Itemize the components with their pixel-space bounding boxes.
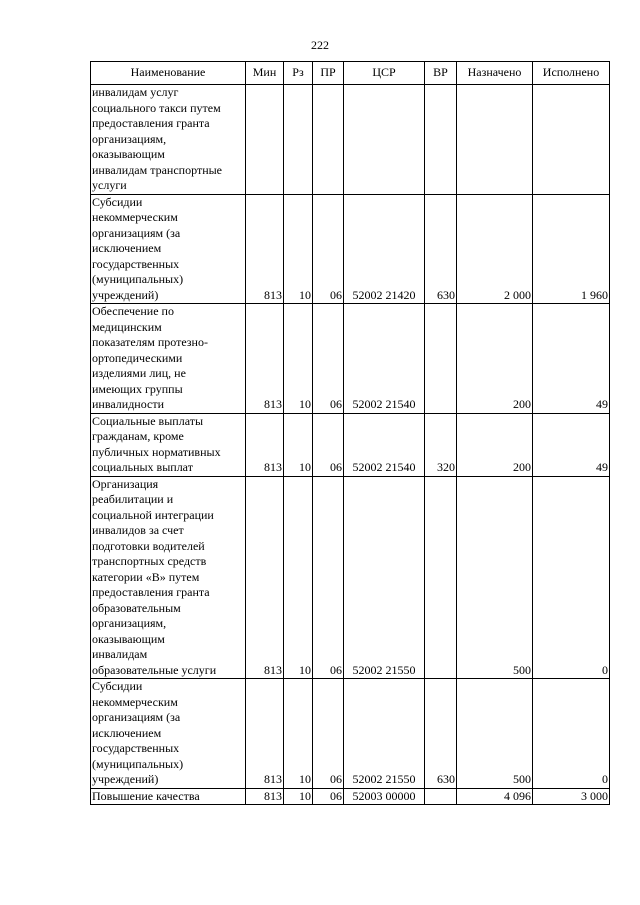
row-name-line: инвалидов за счет xyxy=(92,523,184,537)
row-executed: 0 xyxy=(533,476,610,679)
row-name-line: организациям, xyxy=(92,131,167,146)
row-pr xyxy=(313,85,344,195)
row-name xyxy=(91,788,246,805)
row-name-line: имеющих группы xyxy=(92,381,183,396)
row-assigned: 500 xyxy=(457,476,533,679)
row-csr: 52002 21550 xyxy=(344,476,425,679)
row-vr xyxy=(425,85,457,195)
row-name-line: организациям, xyxy=(92,616,167,630)
header-executed: Исполнено xyxy=(533,62,610,85)
row-executed xyxy=(533,85,610,195)
row-pr: 06 xyxy=(313,194,344,304)
row-executed: 3 000 xyxy=(533,788,610,805)
row-name-line: изделиями лиц, не xyxy=(92,366,186,380)
row-executed: 0 xyxy=(533,679,610,789)
row-csr: 52002 21420 xyxy=(344,194,425,304)
row-name-line: исключением xyxy=(92,241,162,255)
row-name-line: исключением xyxy=(92,725,162,740)
table-row xyxy=(91,194,610,304)
row-name-line: транспортных средств xyxy=(92,554,207,568)
table-header-row xyxy=(91,62,610,85)
row-min: 813 xyxy=(246,788,284,805)
row-name-line: Повышение качества xyxy=(92,788,200,803)
table-row xyxy=(91,304,610,414)
row-name-line: (муниципальных) xyxy=(92,272,184,286)
budget-table xyxy=(90,61,610,805)
row-name-line: оказывающим xyxy=(92,147,165,161)
row-csr xyxy=(344,85,425,195)
row-executed: 1 960 xyxy=(533,194,610,304)
row-rz: 10 xyxy=(284,413,313,476)
row-name-line: Организация xyxy=(92,476,159,491)
row-rz xyxy=(284,85,313,195)
row-rz: 10 xyxy=(284,679,313,789)
row-name-line: организациям (за xyxy=(92,710,181,724)
row-name-line: учреждений) xyxy=(92,772,159,786)
row-name xyxy=(91,85,246,195)
row-name-line: организациям (за xyxy=(92,225,181,240)
row-vr: 320 xyxy=(425,413,457,476)
row-name-line: социального такси путем xyxy=(92,100,221,115)
page-number: 222 xyxy=(311,38,329,52)
row-csr: 52003 00000 xyxy=(344,788,425,805)
row-min: 813 xyxy=(246,476,284,679)
row-rz: 10 xyxy=(284,476,313,679)
header-vr: ВР xyxy=(425,62,457,85)
row-rz: 10 xyxy=(284,194,313,304)
header-pr: ПР xyxy=(313,62,344,85)
row-assigned: 500 xyxy=(457,679,533,789)
row-pr: 06 xyxy=(313,413,344,476)
row-min xyxy=(246,85,284,195)
row-name xyxy=(91,304,246,414)
row-assigned: 4 096 xyxy=(457,788,533,805)
row-pr: 06 xyxy=(313,476,344,679)
table-row xyxy=(91,85,610,195)
row-name-line: инвалидам услуг xyxy=(92,85,179,99)
row-name-line: ортопедическими xyxy=(92,350,183,365)
row-pr: 06 xyxy=(313,679,344,789)
row-name-line: реабилитации и xyxy=(92,492,174,506)
row-vr xyxy=(425,476,457,679)
row-rz: 10 xyxy=(284,304,313,414)
row-name-line: образовательные услуги xyxy=(92,662,217,677)
row-pr: 06 xyxy=(313,788,344,805)
row-assigned xyxy=(457,85,533,195)
row-name-line: инвалидам транспортные xyxy=(92,162,223,177)
row-name-line: подготовки водителей xyxy=(92,538,205,553)
row-name-line: услуги xyxy=(92,178,127,192)
row-name xyxy=(91,413,246,476)
row-name-line: предоставления гранта xyxy=(92,116,210,130)
row-executed: 49 xyxy=(533,304,610,414)
row-assigned: 2 000 xyxy=(457,194,533,304)
row-min: 813 xyxy=(246,304,284,414)
row-assigned: 200 xyxy=(457,413,533,476)
header-name: Наименование xyxy=(91,62,246,85)
row-pr: 06 xyxy=(313,304,344,414)
row-name-line: некоммерческим xyxy=(92,210,178,224)
table-row xyxy=(91,679,610,789)
row-name-line: (муниципальных) xyxy=(92,756,184,771)
header-min: Мин xyxy=(246,62,284,85)
row-assigned: 200 xyxy=(457,304,533,414)
row-csr: 52002 21540 xyxy=(344,304,425,414)
row-min: 813 xyxy=(246,413,284,476)
row-name xyxy=(91,679,246,789)
row-name-line: учреждений) xyxy=(92,287,159,302)
row-vr xyxy=(425,304,457,414)
row-name-line: инвалидности xyxy=(92,397,165,411)
row-name-line: категории «В» путем xyxy=(92,569,200,584)
header-rz: Рз xyxy=(284,62,313,85)
row-name-line: гражданам, кроме xyxy=(92,429,184,443)
row-vr: 630 xyxy=(425,679,457,789)
row-name-line: государственных xyxy=(92,741,180,755)
row-executed: 49 xyxy=(533,413,610,476)
row-name-line: социальной интеграции xyxy=(92,507,214,522)
header-assigned: Назначено xyxy=(457,62,533,85)
row-name xyxy=(91,476,246,679)
row-name-line: государственных xyxy=(92,256,180,271)
row-name-line: оказывающим xyxy=(92,631,165,646)
row-csr: 52002 21540 xyxy=(344,413,425,476)
table-row xyxy=(91,476,610,679)
row-vr xyxy=(425,788,457,805)
row-name-line: медицинским xyxy=(92,319,162,334)
row-name-line: Социальные выплаты xyxy=(92,413,204,428)
row-name-line: Обеспечение по xyxy=(92,304,174,318)
table-row xyxy=(91,788,610,805)
row-min: 813 xyxy=(246,679,284,789)
row-name-line: Субсидии xyxy=(92,194,143,209)
row-name-line: некоммерческим xyxy=(92,694,178,709)
row-min: 813 xyxy=(246,194,284,304)
row-name-line: образовательным xyxy=(92,600,181,615)
row-name-line: Субсидии xyxy=(92,679,143,693)
row-name xyxy=(91,194,246,304)
header-csr: ЦСР xyxy=(344,62,425,85)
row-name-line: публичных нормативных xyxy=(92,444,221,459)
row-name-line: инвалидам xyxy=(92,647,148,661)
row-csr: 52002 21550 xyxy=(344,679,425,789)
row-rz: 10 xyxy=(284,788,313,805)
row-name-line: социальных выплат xyxy=(92,460,193,474)
table-row xyxy=(91,413,610,476)
row-name-line: показателям протезно- xyxy=(92,335,208,349)
row-vr: 630 xyxy=(425,194,457,304)
row-name-line: предоставления гранта xyxy=(92,585,210,599)
table-body xyxy=(91,85,610,805)
